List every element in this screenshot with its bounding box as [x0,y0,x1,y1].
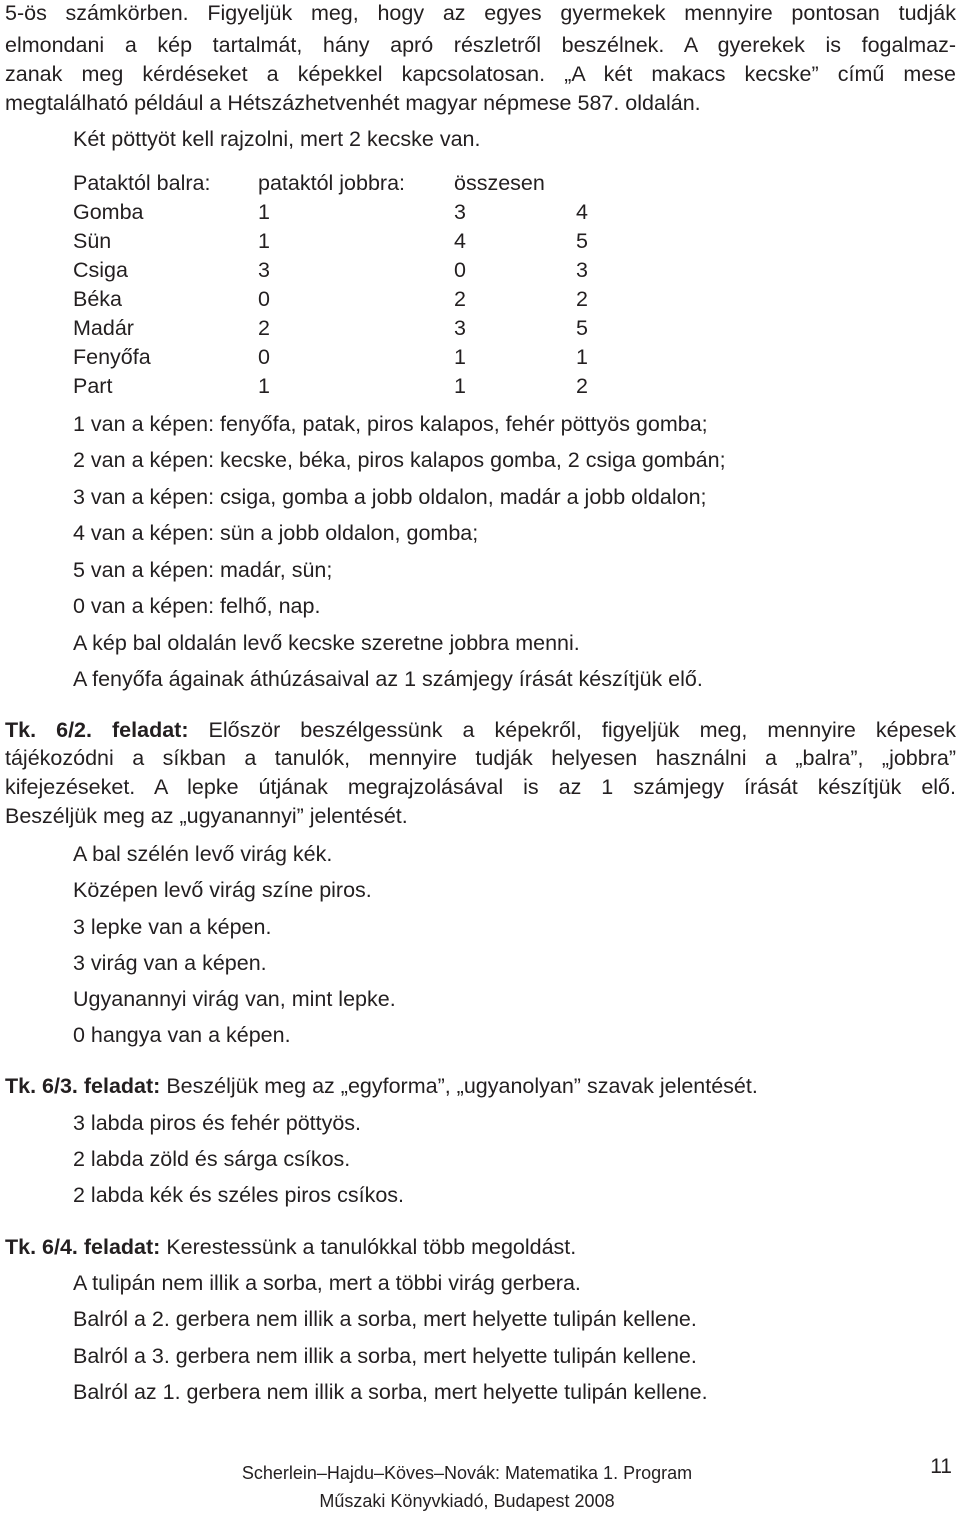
task4-answer: Balról a 2. gerbera nem illik a sorba, mert helyette tulipán kellene. [73,1307,697,1331]
table-cell: 1 [576,345,588,369]
table-cell: 0 [454,258,466,282]
count-line: 3 van a képen: csiga, gomba a jobb oldalon, madár a jobb oldalon; [73,485,707,509]
table-cell: 5 [576,316,588,340]
task2-line: kifejezéseket. A lepke útjának megrajzolásával is az 1 számjegy írását készítjük elő. [5,775,956,799]
task4-answer: Balról az 1. gerbera nem illik a sorba, mert helyette tulipán kellene. [73,1380,708,1404]
table-cell: 1 [454,374,466,398]
task4-label: Tk. 6/4. feladat: [5,1235,161,1259]
table-cell: 3 [258,258,270,282]
task2-line: Beszéljük meg az „ugyanannyi” jelentését. [5,804,408,828]
table-cell: 1 [258,374,270,398]
intro-line: elmondani a kép tartalmát, hány apró részletről beszélnek. A gyerekek is fogalmaz- [5,33,956,57]
task3-text: Beszéljük meg az „egyforma”, „ugyanolyan” szavak jelentését. [160,1074,758,1098]
count-line: 0 van a képen: felhő, nap. [73,594,321,618]
count-line: A fenyőfa ágainak áthúzásaival az 1 számjegy írását készítjük elő. [73,667,703,691]
task3-line [5,1073,758,1099]
intro-line: megtalálható például a Hétszázhetvenhét magyar népmese 587. oldalán. [5,91,701,115]
table-header: Pataktól balra: [73,171,211,195]
task2-text: Először beszélgessünk a képekről, figyeljük meg, mennyire képesek [188,718,956,742]
footer-publisher: Műszaki Könyvkiadó, Budapest 2008 [319,1491,615,1511]
task2-answer: 0 hangya van a képen. [73,1023,291,1047]
task2-answer: 3 virág van a képen. [73,951,267,975]
task2-answer: 3 lepke van a képen. [73,915,272,939]
task2-line: tájékozódni a síkban a tanulók, mennyire tudják helyesen használni a „balra”, „jobbra” [5,746,956,770]
task2-answer: Ugyanannyi virág van, mint lepke. [73,987,396,1011]
table-cell: 2 [258,316,270,340]
task4-answer: A tulipán nem illik a sorba, mert a többi virág gerbera. [73,1271,581,1295]
count-line: 4 van a képen: sün a jobb oldalon, gomba; [73,521,479,545]
count-line: 1 van a képen: fenyőfa, patak, piros kalapos, fehér pöttyös gomba; [73,412,708,436]
table-cell: 2 [576,287,588,311]
table-cell: 1 [454,345,466,369]
task2-label: Tk. 6/2. feladat: [5,718,189,742]
task3-answer: 2 labda zöld és sárga csíkos. [73,1147,351,1171]
task3-label: Tk. 6/3. feladat: [5,1074,161,1098]
page-number: 11 [930,1455,952,1478]
table-cell: 1 [258,200,270,224]
intro-line: zanak meg kérdéseket a képekkel kapcsolatosan. „A két makacs kecske” című mese [5,62,956,86]
table-header: összesen [454,171,545,195]
table-cell: 3 [576,258,588,282]
table-header: pataktól jobbra: [258,171,406,195]
table-cell: Sün [73,229,112,253]
table-cell: Part [73,374,113,398]
table-cell: 4 [454,229,466,253]
table-cell: 5 [576,229,588,253]
count-line: 5 van a képen: madár, sün; [73,558,333,582]
table-cell: 3 [454,316,466,340]
task2-answer: Középen levő virág színe piros. [73,878,372,902]
task4-text: Kerestessünk a tanulókkal több megoldást. [160,1235,577,1259]
table-cell: Béka [73,287,123,311]
table-cell: 2 [454,287,466,311]
task3-answer: 2 labda kék és széles piros csíkos. [73,1183,405,1207]
task3-answer: 3 labda piros és fehér pöttyös. [73,1111,362,1135]
table-cell: 2 [576,374,588,398]
table-cell: Madár [73,316,134,340]
table-cell: Fenyőfa [73,345,151,369]
task4-line [5,1234,576,1260]
task2-answer: A bal szélén levő virág kék. [73,842,333,866]
table-cell: Gomba [73,200,144,224]
task4-answer: Balról a 3. gerbera nem illik a sorba, mert helyette tulipán kellene. [73,1344,697,1368]
table-cell: 0 [258,287,270,311]
footer-authors: Scherlein–Hajdu–Köves–Novák: Matematika 1. Program [241,1463,693,1483]
table-cell: 1 [258,229,270,253]
intro-line: 5-ös számkörben. Figyeljük meg, hogy az egyes gyermekek mennyire pontosan tudják [5,1,956,25]
table-cell: Csiga [73,258,128,282]
task2-first-line [5,717,956,743]
count-line: 2 van a képen: kecske, béka, piros kalapos gomba, 2 csiga gombán; [73,448,726,472]
table-cell: 3 [454,200,466,224]
table-cell: 0 [258,345,270,369]
table-cell: 4 [576,200,588,224]
note-line: Két pöttyöt kell rajzolni, mert 2 kecske van. [73,127,481,151]
count-line: A kép bal oldalán levő kecske szeretne jobbra menni. [73,631,580,655]
